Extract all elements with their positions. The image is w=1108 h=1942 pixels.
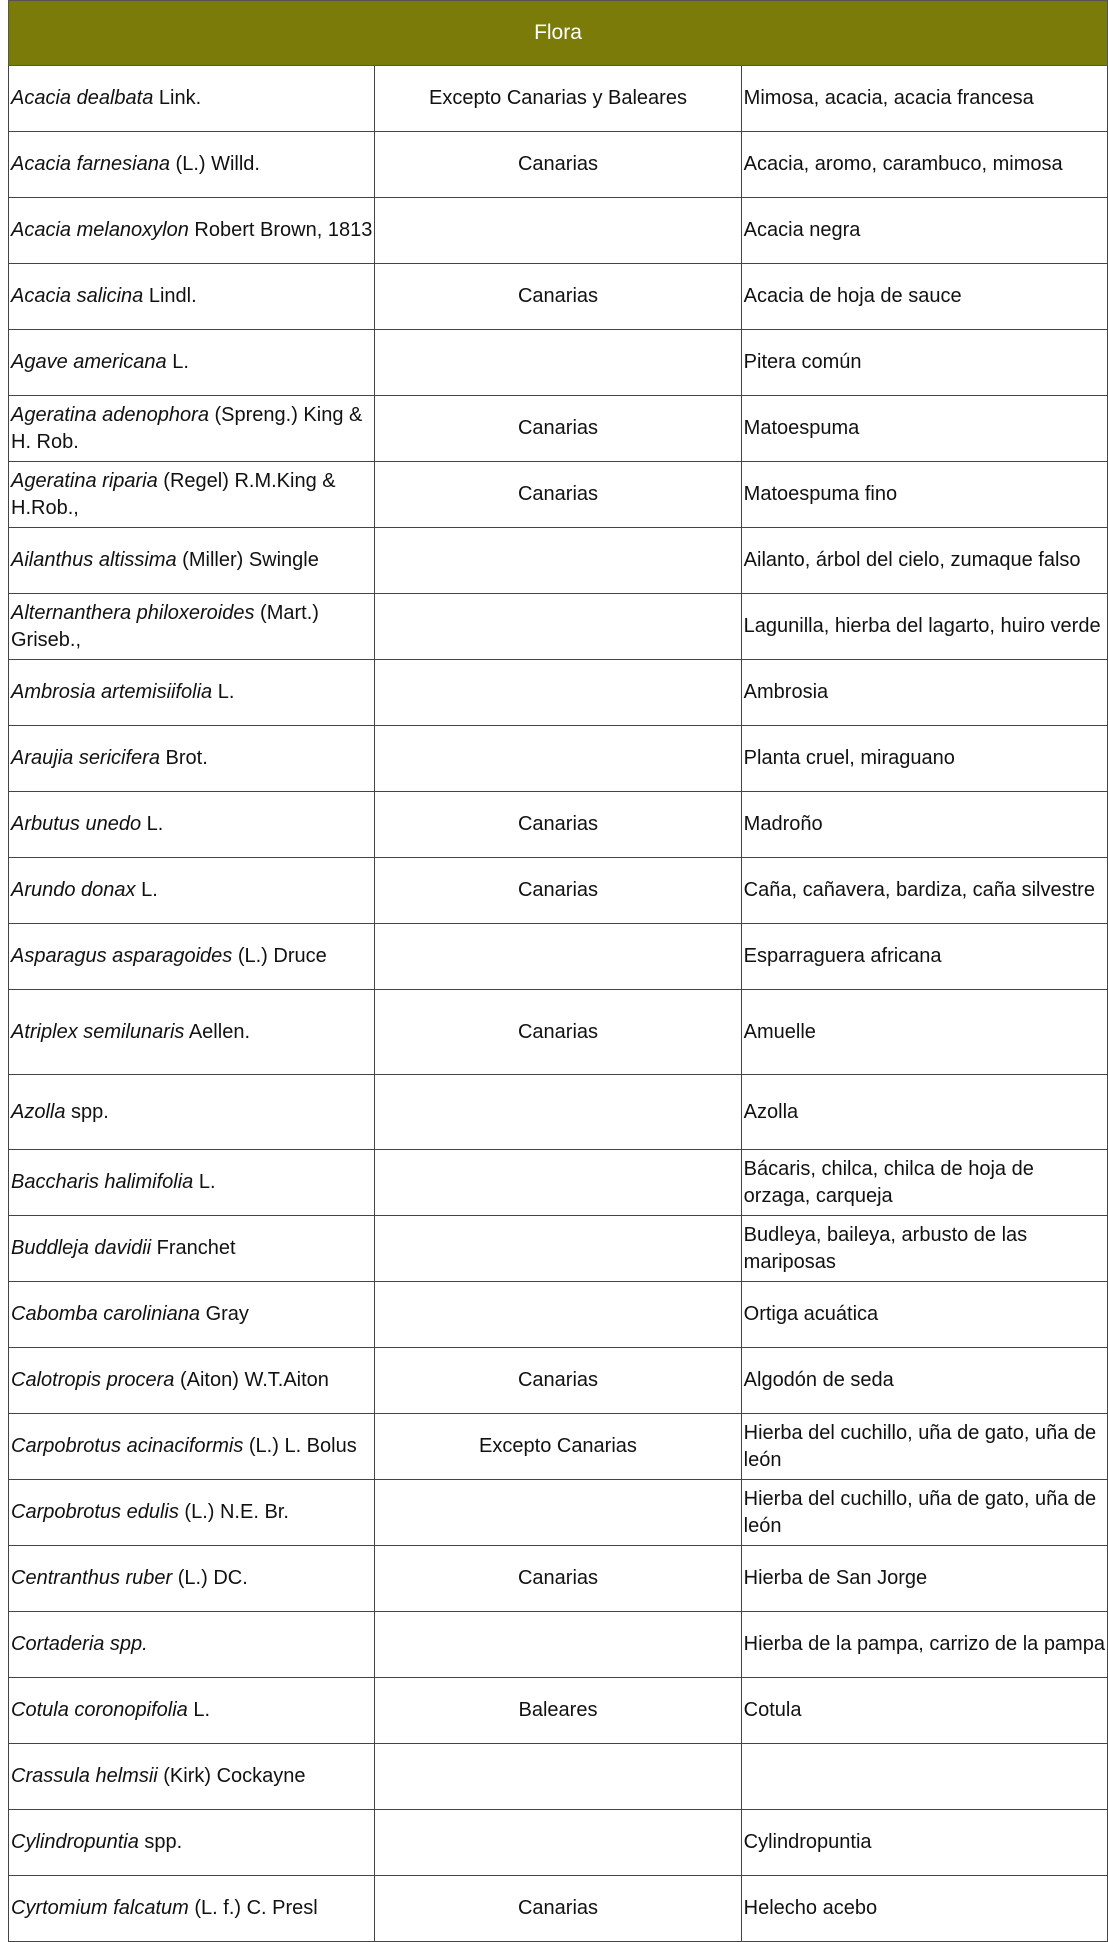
species-author: (L.) Willd.	[169, 153, 260, 175]
region-cell: Canarias	[375, 132, 741, 198]
region-cell: Canarias	[375, 1348, 741, 1414]
table-row	[9, 1810, 1108, 1876]
species-cell	[9, 1612, 375, 1678]
species-author: (L.) DC.	[172, 1567, 248, 1589]
species-cell	[9, 1348, 375, 1414]
table-row	[9, 1414, 1108, 1480]
table-row	[9, 264, 1108, 330]
common-name-cell: Algodón de seda	[741, 1348, 1107, 1414]
species-genus: Ageratina riparia	[11, 469, 158, 492]
common-name-cell: Acacia, aromo, carambuco, mimosa	[741, 132, 1107, 198]
region-cell	[375, 330, 741, 396]
species-author: (L.) L. Bolus	[243, 1435, 357, 1457]
species-cell	[9, 1480, 375, 1546]
common-name-cell: Hierba de la pampa, carrizo de la pampa	[741, 1612, 1107, 1678]
common-name-cell: Mimosa, acacia, acacia francesa	[741, 66, 1107, 132]
region-cell	[375, 1744, 741, 1810]
species-author: L.	[141, 813, 164, 835]
region-cell	[375, 1075, 741, 1150]
species-genus: Cyrtomium falcatum	[11, 1897, 189, 1919]
species-author: (Spreng.) King & H. Rob.	[11, 403, 363, 453]
species-genus: Acacia melanoxylon	[11, 219, 189, 241]
region-cell	[375, 924, 741, 990]
species-author: Franchet	[151, 1237, 236, 1259]
common-name-cell: Lagunilla, hierba del lagarto, huiro verde	[741, 594, 1107, 660]
species-author: (Kirk) Cockayne	[157, 1765, 306, 1787]
table-row	[9, 924, 1108, 990]
table-row	[9, 528, 1108, 594]
species-genus: Carpobrotus acinaciformis	[11, 1435, 244, 1457]
table-row	[9, 660, 1108, 726]
region-cell: Excepto Canarias y Baleares	[375, 66, 741, 132]
species-author: Lindl.	[143, 285, 197, 307]
common-name-cell: Acacia de hoja de sauce	[741, 264, 1107, 330]
common-name-cell: Budleya, baileya, arbusto de las mariposas	[741, 1216, 1107, 1282]
table-header-title: Flora	[9, 1, 1108, 66]
species-genus: Ageratina adenophora	[11, 403, 209, 426]
common-name-cell: Matoespuma fino	[741, 462, 1107, 528]
species-genus: Ambrosia artemisiifolia	[11, 681, 213, 703]
species-cell	[9, 594, 375, 660]
species-genus: Baccharis halimifolia	[11, 1171, 194, 1193]
table-row	[9, 1075, 1108, 1150]
species-author: (Miller) Swingle	[176, 549, 319, 571]
region-cell: Canarias	[375, 858, 741, 924]
species-genus: Alternanthera philoxeroides	[11, 601, 255, 624]
region-cell: Baleares	[375, 1678, 741, 1744]
species-author: (L.) Druce	[232, 945, 327, 967]
species-cell	[9, 396, 375, 462]
common-name-cell: Cotula	[741, 1678, 1107, 1744]
common-name-cell: Hierba del cuchillo, uña de gato, uña de león	[741, 1480, 1107, 1546]
species-genus: Cotula coronopifolia	[11, 1699, 188, 1721]
table-row	[9, 330, 1108, 396]
table-row	[9, 594, 1108, 660]
common-name-cell: Amuelle	[741, 990, 1107, 1075]
common-name-cell: Bácaris, chilca, chilca de hoja de orzaga, carqueja	[741, 1150, 1107, 1216]
table-row	[9, 792, 1108, 858]
common-name-cell: Helecho acebo	[741, 1876, 1107, 1942]
species-cell	[9, 1546, 375, 1612]
species-cell	[9, 1216, 375, 1282]
common-name-cell: Acacia negra	[741, 198, 1107, 264]
common-name-cell: Hierba de San Jorge	[741, 1546, 1107, 1612]
table-row	[9, 1744, 1108, 1810]
region-cell	[375, 726, 741, 792]
species-cell	[9, 330, 375, 396]
region-cell: Canarias	[375, 1546, 741, 1612]
region-cell: Canarias	[375, 792, 741, 858]
table-row	[9, 990, 1108, 1075]
table-row	[9, 1678, 1108, 1744]
common-name-cell: Matoespuma	[741, 396, 1107, 462]
table-row	[9, 1876, 1108, 1942]
species-author: spp.	[65, 1100, 109, 1123]
species-cell	[9, 264, 375, 330]
species-author: Brot.	[159, 747, 208, 769]
table-row	[9, 1348, 1108, 1414]
region-cell: Canarias	[375, 462, 741, 528]
species-author: Robert Brown, 1813	[188, 219, 373, 241]
species-genus: Arundo donax	[11, 879, 136, 901]
region-cell	[375, 660, 741, 726]
species-genus: Ailanthus altissima	[11, 549, 177, 571]
species-genus: Cortaderia spp.	[11, 1633, 148, 1655]
table-row	[9, 396, 1108, 462]
species-author: (Mart.) Griseb.,	[11, 601, 319, 651]
region-cell: Canarias	[375, 264, 741, 330]
species-cell	[9, 132, 375, 198]
species-genus: Acacia salicina	[11, 285, 144, 307]
common-name-cell: Ortiga acuática	[741, 1282, 1107, 1348]
region-cell	[375, 528, 741, 594]
table-body	[9, 66, 1108, 1942]
species-author: L.	[135, 879, 158, 901]
species-cell	[9, 726, 375, 792]
species-cell	[9, 1282, 375, 1348]
species-genus: Crassula helmsii	[11, 1765, 158, 1787]
species-cell	[9, 66, 375, 132]
region-cell	[375, 1612, 741, 1678]
species-genus: Centranthus ruber	[11, 1567, 173, 1589]
common-name-cell: Cylindropuntia	[741, 1810, 1107, 1876]
species-cell	[9, 858, 375, 924]
species-cell	[9, 1810, 375, 1876]
species-genus: Araujia sericifera	[11, 747, 160, 769]
species-cell	[9, 462, 375, 528]
common-name-cell: Planta cruel, miraguano	[741, 726, 1107, 792]
common-name-cell: Azolla	[741, 1075, 1107, 1150]
species-author: Gray	[200, 1303, 249, 1325]
common-name-cell: Hierba del cuchillo, uña de gato, uña de león	[741, 1414, 1107, 1480]
table-row	[9, 1612, 1108, 1678]
common-name-cell: Esparraguera africana	[741, 924, 1107, 990]
species-genus: Acacia farnesiana	[11, 153, 170, 175]
species-cell	[9, 1414, 375, 1480]
table-row	[9, 132, 1108, 198]
table-row	[9, 1546, 1108, 1612]
region-cell	[375, 1480, 741, 1546]
species-cell	[9, 198, 375, 264]
species-author: L.	[212, 681, 235, 703]
species-genus: Acacia dealbata	[11, 87, 154, 109]
species-cell	[9, 792, 375, 858]
species-genus: Arbutus unedo	[11, 813, 142, 835]
table-row	[9, 1480, 1108, 1546]
table-row	[9, 66, 1108, 132]
species-cell	[9, 1075, 375, 1150]
flora-table	[8, 0, 1108, 1942]
species-cell	[9, 1744, 375, 1810]
species-author: L.	[187, 1699, 211, 1721]
species-genus: Buddleja davidii	[11, 1237, 152, 1259]
table-row	[9, 1282, 1108, 1348]
common-name-cell: Madroño	[741, 792, 1107, 858]
species-author: L.	[166, 351, 189, 373]
region-cell	[375, 594, 741, 660]
table-row	[9, 462, 1108, 528]
species-cell	[9, 660, 375, 726]
region-cell	[375, 1810, 741, 1876]
species-genus: Calotropis procera	[11, 1369, 175, 1391]
common-name-cell: Caña, cañavera, bardiza, caña silvestre	[741, 858, 1107, 924]
common-name-cell	[741, 1744, 1107, 1810]
species-cell	[9, 1150, 375, 1216]
region-cell: Canarias	[375, 1876, 741, 1942]
species-author: spp.	[138, 1831, 183, 1853]
common-name-cell: Ambrosia	[741, 660, 1107, 726]
common-name-cell: Pitera común	[741, 330, 1107, 396]
species-genus: Asparagus asparagoides	[11, 945, 233, 967]
table-row	[9, 1216, 1108, 1282]
species-cell	[9, 528, 375, 594]
region-cell: Excepto Canarias	[375, 1414, 741, 1480]
table-row	[9, 858, 1108, 924]
species-author: L.	[193, 1171, 216, 1193]
species-cell	[9, 1678, 375, 1744]
common-name-cell: Ailanto, árbol del cielo, zumaque falso	[741, 528, 1107, 594]
species-genus: Azolla	[11, 1100, 66, 1123]
region-cell: Canarias	[375, 396, 741, 462]
species-cell	[9, 1876, 375, 1942]
species-author: (L. f.) C. Presl	[188, 1897, 318, 1919]
species-author: (L.) N.E. Br.	[178, 1501, 289, 1523]
species-genus: Cabomba caroliniana	[11, 1303, 201, 1325]
species-genus: Agave americana	[11, 351, 167, 373]
table-row	[9, 726, 1108, 792]
species-genus: Cylindropuntia	[11, 1831, 139, 1853]
region-cell: Canarias	[375, 990, 741, 1075]
species-author: (Regel) R.M.King & H.Rob.,	[11, 469, 336, 519]
species-author: Aellen.	[184, 1020, 250, 1043]
region-cell	[375, 1150, 741, 1216]
region-cell	[375, 198, 741, 264]
species-author: (Aiton) W.T.Aiton	[174, 1369, 329, 1391]
species-cell	[9, 924, 375, 990]
region-cell	[375, 1216, 741, 1282]
table-row	[9, 198, 1108, 264]
region-cell	[375, 1282, 741, 1348]
table-row	[9, 1150, 1108, 1216]
species-author: Link.	[153, 87, 202, 109]
species-genus: Carpobrotus edulis	[11, 1501, 179, 1523]
species-cell	[9, 990, 375, 1075]
species-genus: Atriplex semilunaris	[11, 1020, 185, 1043]
